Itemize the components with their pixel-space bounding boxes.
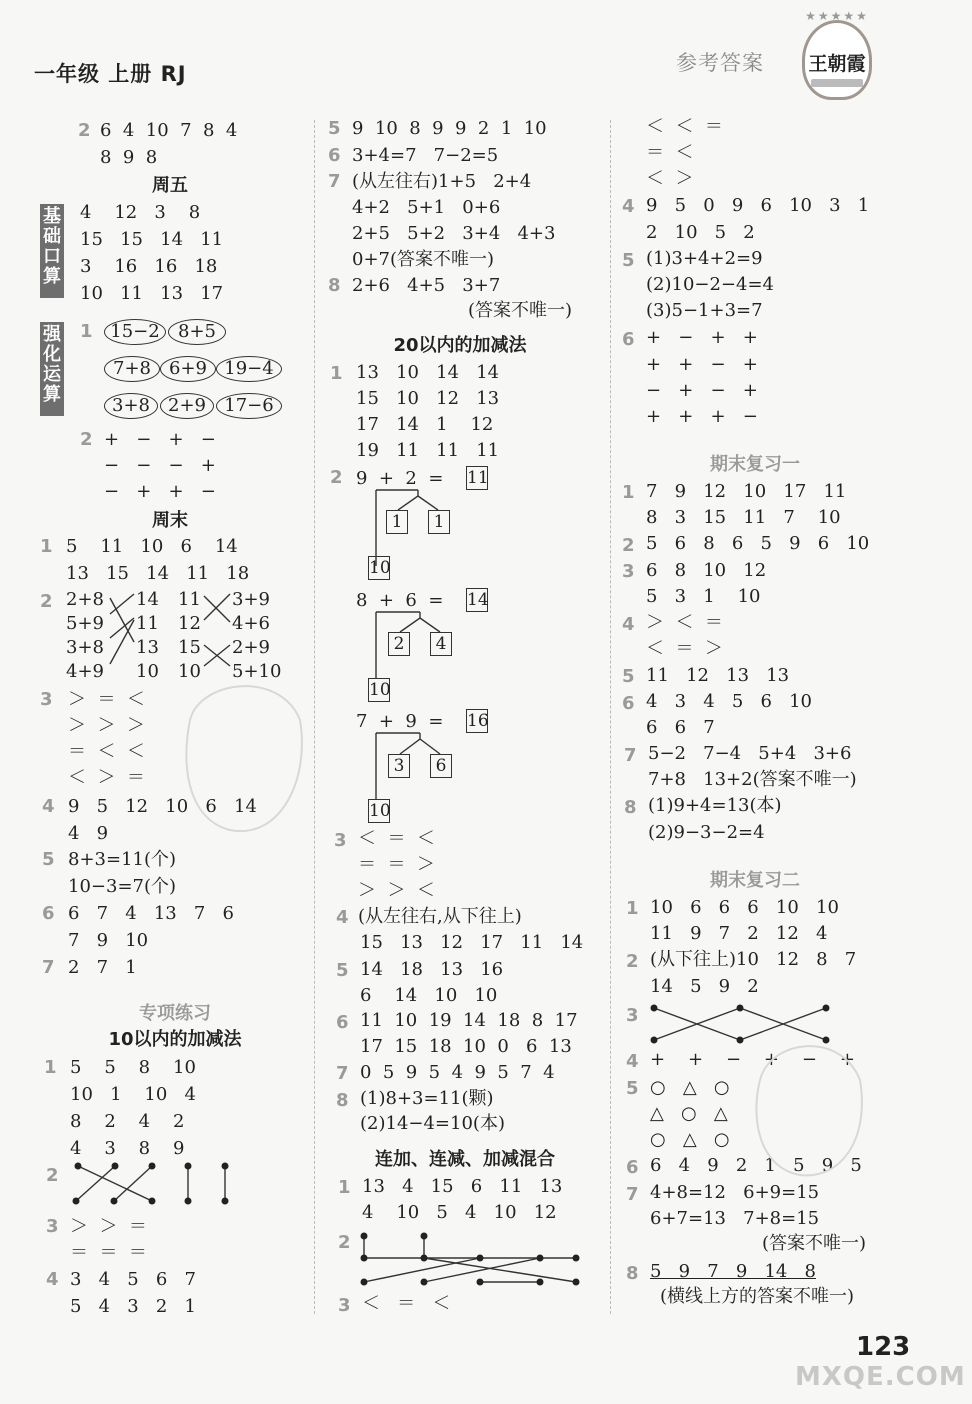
answer-line: 5 3 1 10 [646,586,761,607]
answer-line: ＝ ＜ ＜ [68,741,145,762]
question-number: 6 [622,329,635,350]
answer-line: 5−2 7−4 5+4 3+6 [648,743,852,764]
question-number: 3 [622,561,635,582]
answer-line: 4 9 [68,823,109,844]
question-number: 6 [42,903,55,924]
answer-line: 5 4 3 2 1 [70,1296,196,1317]
answer-line: (1)9+4=13(本) [648,795,782,816]
answer-line: 13 10 14 14 [356,362,500,383]
watermark: MXQE.COM [795,1362,966,1392]
subsection-title: 10以内的加减法 [108,1029,242,1050]
answer-line: + + + − [646,406,758,427]
answer-line: − + − + [646,380,758,401]
question-number: 7 [624,745,637,766]
dot-mark [421,1233,428,1240]
answer-line: (2)10−2−4=4 [646,274,775,295]
question-number: 2 [622,535,635,556]
answer-line: 10 1 10 4 [70,1084,196,1105]
dot-mark [537,1279,544,1286]
question-number: 2 [40,591,53,612]
matching-item: 4+6 [232,613,270,634]
answer-line: (2)14−4=10(本) [360,1113,505,1134]
question-number: 7 [336,1063,349,1084]
dot-mark [75,1163,82,1170]
section-title: 周末 [152,510,188,531]
answer-line: (2)9−3−2=4 [648,822,765,843]
answer-line: 6 4 9 2 1 5 9 5 [650,1155,862,1176]
answer-box: 14 [467,590,489,610]
answer-line: ＜ ＜ ＝ [646,116,723,137]
question-number: 8 [328,275,341,296]
answer-line: 11 10 19 14 18 8 17 [360,1010,578,1031]
answer-line: 15 15 14 11 [80,229,224,250]
side-label-strengthen: 强化运算 [40,322,64,416]
match-line [424,1258,576,1282]
answer-line: 6+7=13 7+8=15 [650,1208,820,1229]
match-line [740,1008,826,1040]
answer-line: 4 3 8 9 [70,1138,185,1159]
dot-mark [823,1005,830,1012]
answer-line: 6 4 10 7 8 4 [100,120,238,141]
answer-line: + + − + − + [650,1049,855,1070]
section-title: 期末复习一 [710,454,800,475]
dot-mark [185,1163,192,1170]
dot-mark [361,1233,368,1240]
question-number: 6 [622,693,635,714]
answer-line: ＞ ＝ ＜ [68,689,145,710]
answer-note: (横线上方的答案不唯一) [660,1286,855,1307]
answer-line: 9 5 12 10 6 14 [68,796,257,817]
answer-line: 13 4 15 6 11 13 [362,1176,563,1197]
answer-note: (答案不唯一) [468,300,573,321]
matching-item: 2+8 [66,589,104,610]
section-title: 专项练习 [139,1003,211,1024]
question-number: 8 [336,1090,349,1111]
sum-box: 10 [369,558,391,578]
match-line [364,1258,480,1282]
question-number: 1 [40,536,53,557]
shape-row: ○ △ ○ [650,1129,730,1150]
matching-item: 14 [136,589,159,610]
matching-item: 3+8 [66,637,104,658]
dot-mark [361,1279,368,1286]
answer-line: 0 5 9 5 4 9 5 7 4 [360,1062,555,1083]
dot-mark [361,1255,368,1262]
logo-band [811,79,863,87]
answer-line: 4+2 5+1 0+6 [352,197,501,218]
answer-line: 10 6 6 6 10 10 [650,897,839,918]
section-title: 周五 [152,175,188,196]
question-number: 1 [626,898,639,919]
question-number: 5 [622,250,635,271]
match-line [78,1166,152,1201]
answer-box: 16 [467,711,489,731]
question-number: 8 [624,797,637,818]
answer-line: 3 4 5 6 7 [70,1269,196,1290]
circled-answer: 2+9 [160,393,214,419]
answer-line: ＜ ＞ [646,168,694,189]
equation: 8 + 6 = [356,590,444,611]
answer-line: 2+5 5+2 3+4 4+3 [352,223,556,244]
matching-item: 12 [178,613,201,634]
question-number: 5 [328,118,341,139]
answer-line: 8+3=11(个) [68,849,177,870]
split-box: 1 [386,510,408,534]
answer-line: 5 9 7 9 14 8 [650,1261,816,1282]
matching-item: 11 [136,613,159,634]
dot-mark [222,1198,229,1205]
matching-item: 4+9 [66,661,104,682]
question-number: 3 [46,1216,59,1237]
question-number: 1 [80,321,93,342]
question-number: 2 [46,1165,59,1186]
circled-answer: 8+5 [168,319,226,345]
answer-line: 9 10 8 9 9 2 1 10 [352,118,547,139]
match-line [110,618,134,638]
circled-answer: 3+8 [104,393,158,419]
question-number: 5 [42,849,55,870]
column-divider [314,120,315,1314]
subsection-title: 连加、连减、加减混合 [375,1149,555,1170]
answer-line: 5 6 8 6 5 9 6 10 [646,533,870,554]
dot-mark [737,1005,744,1012]
answer-line: ＞ ＞ ＝ [70,1216,147,1237]
circled-answer: 6+9 [160,356,216,382]
dot-mark [222,1163,229,1170]
answer-line: ＞ ＞ ＞ [68,715,145,736]
split-box: 3 [388,754,410,778]
answer-line: 19 11 11 11 [356,440,500,461]
side-label-basic: 基础口算 [40,204,64,298]
question-number: 6 [626,1157,639,1178]
answer-line: 10 11 13 17 [80,283,224,304]
sum-box: 10 [369,680,391,700]
sum-box: 10 [369,801,391,821]
answer-line: (1)3+4+2=9 [646,248,763,269]
dot-mark [651,1037,658,1044]
question-number: 3 [334,830,347,851]
answer-line: ＝ ＝ ＞ [358,854,435,875]
answer-line: 4+8=12 6+9=15 [650,1182,820,1203]
answer-line: 5 11 10 6 14 [66,536,238,557]
match-line [110,620,134,664]
answer-line: 11 12 13 13 [646,665,790,686]
dot-mark [421,1279,428,1286]
dot-mark [112,1163,119,1170]
match-line [204,645,230,666]
matching-item: 10 [136,661,159,682]
question-number: 6 [328,145,341,166]
answer-line: ＜ ＞ ＝ [68,767,145,788]
subsection-title: 20以内的加减法 [393,335,527,356]
answer-line: (从左往右,从下往上) [358,906,522,927]
answer-line: 15 13 12 17 11 14 [360,932,584,953]
logo-text: 王朝霞 [808,53,866,75]
equation: 7 + 9 = [356,711,444,732]
answer-line: 4 10 5 4 10 12 [362,1202,557,1223]
question-number: 7 [328,171,341,192]
answer-key-title: 参考答案 [676,51,764,75]
dot-mark [149,1163,156,1170]
dot-mark [573,1279,580,1286]
answer-line: (1)8+3=11(颗) [360,1088,494,1109]
answer-line: − − − + [104,455,216,476]
answer-line: 6 6 7 [646,717,715,738]
answer-line: + − + + [646,327,758,348]
circled-answer: 17−6 [216,393,282,419]
answer-line: 6 7 4 13 7 6 [68,903,234,924]
answer-line: 3+4=7 7−2=5 [352,145,499,166]
split-box: 4 [430,632,452,656]
question-number: 4 [622,614,635,635]
question-number: 2 [626,951,639,972]
dot-mark [823,1037,830,1044]
question-number: 3 [40,689,53,710]
answer-line: ＜ ＝ ＜ [362,1293,451,1314]
answer-line: 5 5 8 10 [70,1057,196,1078]
question-number: 4 [46,1269,59,1290]
answer-line: 8 3 15 11 7 10 [646,507,841,528]
circled-answer: 7+8 [104,356,160,382]
column-divider [610,120,611,1314]
answer-line: (3)5−1+3=7 [646,300,763,321]
question-number: 2 [338,1232,351,1253]
page-number: 123 [856,1332,911,1362]
answer-line: 7 9 10 [68,930,149,951]
answer-line: 14 18 13 16 [360,959,504,980]
matching-item: 5+10 [232,661,282,682]
answer-line: − + + − [104,481,216,502]
dot-mark [737,1037,744,1044]
dot-mark [149,1198,156,1205]
circled-answer: 15−2 [104,319,166,345]
dot-mark [477,1255,484,1262]
answer-line: + + − + [646,354,758,375]
question-number: 6 [336,1012,349,1033]
question-number: 1 [338,1177,351,1198]
question-number: 2 [330,467,343,488]
match-line [654,1008,740,1040]
matching-item: 13 [136,637,159,658]
answer-line: 14 5 9 2 [650,976,759,997]
answer-line: ＜ ＝ ＞ [646,638,723,659]
question-number: 1 [330,363,343,384]
answer-line: 11 9 7 2 12 4 [650,923,828,944]
split-box: 1 [428,510,450,534]
circled-answer: 19−4 [216,356,282,382]
answer-line: ＜ ＝ ＜ [358,828,435,849]
answer-box: 11 [467,468,489,488]
question-number: 5 [626,1078,639,1099]
answer-line: 8 9 8 [100,147,158,168]
answer-line: + − + − [104,429,216,450]
answer-line: 0+7(答案不唯一) [352,249,495,270]
answer-line: 7 9 12 10 17 11 [646,481,847,502]
answer-line: 4 3 4 5 6 10 [646,691,812,712]
answer-line: 2+6 4+5 3+7 [352,275,501,296]
question-number: 4 [336,907,349,928]
question-number: 4 [42,796,55,817]
matching-item: 5+9 [66,613,104,634]
split-box: 2 [388,632,410,656]
question-number: 1 [44,1057,57,1078]
answer-line: (从下往上)10 12 8 7 [650,949,857,970]
answer-line: 3 16 16 18 [80,256,218,277]
shape-row: ○ △ ○ [650,1077,730,1098]
answer-line: 13 15 14 11 18 [66,563,250,584]
answer-line: 6 8 10 12 [646,560,767,581]
equation: 9 + 2 = [356,468,444,489]
answer-line: ＝ ＝ ＝ [70,1242,147,1263]
brand-logo [802,9,872,100]
dot-mark [651,1005,658,1012]
answer-note: (答案不唯一) [762,1233,867,1254]
match-line [76,1166,115,1201]
dot-mark [573,1255,580,1262]
question-number: 4 [626,1051,639,1072]
question-number: 8 [626,1263,639,1284]
question-number: 4 [622,196,635,217]
answer-line: 9 5 0 9 6 10 3 1 [646,195,870,216]
answer-line: 10−3=7(个) [68,876,177,897]
answer-line: ＝ ＜ [646,142,694,163]
match-line [204,645,230,666]
answer-line: 7+8 13+2(答案不唯一) [648,769,857,790]
shape-row: △ ○ △ [650,1103,728,1124]
match-line [204,594,230,620]
split-box: 6 [430,754,452,778]
question-number: 7 [42,957,55,978]
dot-mark [73,1198,80,1205]
question-number: 2 [80,429,93,450]
question-number: 3 [626,1005,639,1026]
question-number: 5 [336,960,349,981]
answer-line: 2 7 1 [68,957,137,978]
section-title: 期末复习二 [710,870,800,891]
answer-line: (从左往右)1+5 2+4 [352,171,532,192]
star-icon: ★★★★★ [805,9,869,23]
answer-line: 17 14 1 12 [356,414,494,435]
matching-item: 2+9 [232,637,270,658]
answer-line: ＞ ＞ ＜ [358,880,435,901]
answer-line: 8 2 4 2 [70,1111,185,1132]
question-number: 7 [626,1184,639,1205]
answer-line: ＞ ＜ ＝ [646,612,723,633]
dot-mark [111,1198,118,1205]
match-line [740,1008,826,1040]
match-line [110,594,134,614]
question-number: 5 [622,666,635,687]
match-line [204,596,230,622]
matching-item: 3+9 [232,589,270,610]
answer-line: 4 12 3 8 [80,202,201,223]
dot-mark [537,1255,544,1262]
answer-line: 17 15 18 10 0 6 13 [360,1036,572,1057]
match-line [110,598,134,642]
answer-line: 15 10 12 13 [356,388,500,409]
match-line [114,1166,152,1201]
dot-mark [185,1198,192,1205]
grade-title: 一年级 上册 RJ [34,62,187,86]
matching-item: 11 [178,589,201,610]
dot-mark [421,1255,428,1262]
answer-line: 6 14 10 10 [360,985,498,1006]
answer-line: 2 10 5 2 [646,222,755,243]
question-number: 2 [78,120,91,141]
match-line [424,1258,540,1282]
match-line [654,1008,740,1040]
question-number: 3 [338,1295,351,1316]
matching-item: 10 [178,661,201,682]
matching-item: 15 [178,637,201,658]
dot-mark [477,1279,484,1286]
question-number: 1 [622,482,635,503]
